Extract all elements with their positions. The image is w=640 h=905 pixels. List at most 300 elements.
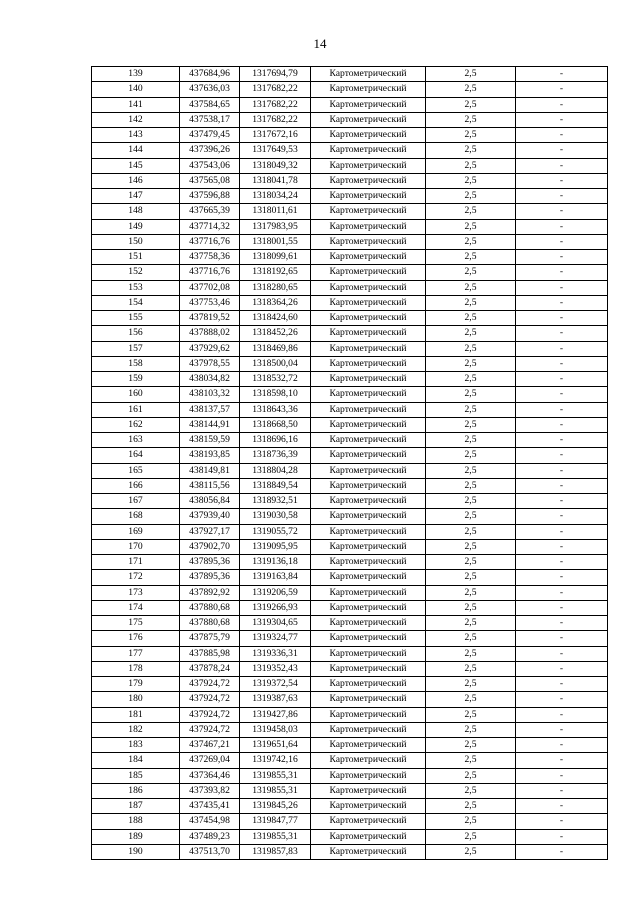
table-row	[92, 677, 608, 692]
accuracy-cell: 2,5	[426, 173, 516, 188]
accuracy-cell: 2,5	[426, 204, 516, 219]
x-coordinate-cell: 437892,92	[180, 585, 240, 600]
note-cell: -	[516, 509, 608, 524]
method-cell: Картометрический	[311, 204, 426, 219]
table-row	[92, 417, 608, 432]
table-row	[92, 387, 608, 402]
method-cell: Картометрический	[311, 97, 426, 112]
method-cell: Картометрический	[311, 356, 426, 371]
x-coordinate-cell: 438144,91	[180, 417, 240, 432]
method-cell: Картометрический	[311, 616, 426, 631]
x-coordinate-cell: 437939,40	[180, 509, 240, 524]
y-coordinate-cell: 1318598,10	[240, 387, 311, 402]
point-number-cell: 146	[92, 173, 180, 188]
point-number-cell: 178	[92, 661, 180, 676]
x-coordinate-cell: 437364,46	[180, 768, 240, 783]
point-number-cell: 152	[92, 265, 180, 280]
y-coordinate-cell: 1319304,65	[240, 616, 311, 631]
accuracy-cell: 2,5	[426, 433, 516, 448]
y-coordinate-cell: 1319651,64	[240, 738, 311, 753]
x-coordinate-cell: 437513,70	[180, 844, 240, 859]
x-coordinate-cell: 437716,76	[180, 265, 240, 280]
note-cell: -	[516, 97, 608, 112]
method-cell: Картометрический	[311, 539, 426, 554]
method-cell: Картометрический	[311, 478, 426, 493]
y-coordinate-cell: 1319136,18	[240, 555, 311, 570]
accuracy-cell: 2,5	[426, 570, 516, 585]
x-coordinate-cell: 438103,32	[180, 387, 240, 402]
method-cell: Картометрический	[311, 82, 426, 97]
table-row	[92, 67, 608, 82]
point-number-cell: 145	[92, 158, 180, 173]
y-coordinate-cell: 1317682,22	[240, 112, 311, 127]
method-cell: Картометрический	[311, 143, 426, 158]
point-number-cell: 149	[92, 219, 180, 234]
y-coordinate-cell: 1319372,54	[240, 677, 311, 692]
note-cell: -	[516, 814, 608, 829]
note-cell: -	[516, 570, 608, 585]
method-cell: Картометрический	[311, 402, 426, 417]
accuracy-cell: 2,5	[426, 616, 516, 631]
x-coordinate-cell: 437875,79	[180, 631, 240, 646]
method-cell: Картометрический	[311, 738, 426, 753]
table-row	[92, 631, 608, 646]
x-coordinate-cell: 437753,46	[180, 295, 240, 310]
x-coordinate-cell: 437714,32	[180, 219, 240, 234]
note-cell: -	[516, 250, 608, 265]
y-coordinate-cell: 1317649,53	[240, 143, 311, 158]
point-number-cell: 154	[92, 295, 180, 310]
point-number-cell: 142	[92, 112, 180, 127]
note-cell: -	[516, 82, 608, 97]
method-cell: Картометрический	[311, 463, 426, 478]
method-cell: Картометрический	[311, 372, 426, 387]
y-coordinate-cell: 1319857,83	[240, 844, 311, 859]
note-cell: -	[516, 600, 608, 615]
note-cell: -	[516, 158, 608, 173]
x-coordinate-cell: 437665,39	[180, 204, 240, 219]
method-cell: Картометрический	[311, 646, 426, 661]
x-coordinate-cell: 437888,02	[180, 326, 240, 341]
table-row	[92, 539, 608, 554]
table-row	[92, 738, 608, 753]
y-coordinate-cell: 1318643,36	[240, 402, 311, 417]
point-number-cell: 148	[92, 204, 180, 219]
y-coordinate-cell: 1318424,60	[240, 311, 311, 326]
method-cell: Картометрический	[311, 250, 426, 265]
table-row	[92, 707, 608, 722]
x-coordinate-cell: 438056,84	[180, 494, 240, 509]
x-coordinate-cell: 437479,45	[180, 128, 240, 143]
point-number-cell: 151	[92, 250, 180, 265]
accuracy-cell: 2,5	[426, 509, 516, 524]
y-coordinate-cell: 1319855,31	[240, 783, 311, 798]
method-cell: Картометрический	[311, 326, 426, 341]
point-number-cell: 190	[92, 844, 180, 859]
point-number-cell: 171	[92, 555, 180, 570]
x-coordinate-cell: 437454,98	[180, 814, 240, 829]
y-coordinate-cell: 1319847,77	[240, 814, 311, 829]
y-coordinate-cell: 1319742,16	[240, 753, 311, 768]
x-coordinate-cell: 438159,59	[180, 433, 240, 448]
y-coordinate-cell: 1319458,03	[240, 722, 311, 737]
method-cell: Картометрический	[311, 494, 426, 509]
y-coordinate-cell: 1319427,86	[240, 707, 311, 722]
accuracy-cell: 2,5	[426, 631, 516, 646]
table-row	[92, 829, 608, 844]
y-coordinate-cell: 1318192,65	[240, 265, 311, 280]
note-cell: -	[516, 616, 608, 631]
x-coordinate-cell: 437895,36	[180, 570, 240, 585]
method-cell: Картометрический	[311, 112, 426, 127]
y-coordinate-cell: 1318099,61	[240, 250, 311, 265]
table-row	[92, 82, 608, 97]
method-cell: Картометрический	[311, 524, 426, 539]
point-number-cell: 159	[92, 372, 180, 387]
accuracy-cell: 2,5	[426, 219, 516, 234]
accuracy-cell: 2,5	[426, 448, 516, 463]
method-cell: Картометрический	[311, 280, 426, 295]
point-number-cell: 185	[92, 768, 180, 783]
table-row	[92, 158, 608, 173]
table-row	[92, 722, 608, 737]
accuracy-cell: 2,5	[426, 814, 516, 829]
method-cell: Картометрический	[311, 661, 426, 676]
note-cell: -	[516, 829, 608, 844]
y-coordinate-cell: 1319387,63	[240, 692, 311, 707]
y-coordinate-cell: 1318469,86	[240, 341, 311, 356]
note-cell: -	[516, 143, 608, 158]
y-coordinate-cell: 1317983,95	[240, 219, 311, 234]
note-cell: -	[516, 799, 608, 814]
method-cell: Картометрический	[311, 189, 426, 204]
method-cell: Картометрический	[311, 128, 426, 143]
method-cell: Картометрический	[311, 707, 426, 722]
table-row	[92, 372, 608, 387]
y-coordinate-cell: 1319055,72	[240, 524, 311, 539]
method-cell: Картометрический	[311, 173, 426, 188]
accuracy-cell: 2,5	[426, 387, 516, 402]
table-row	[92, 494, 608, 509]
x-coordinate-cell: 437758,36	[180, 250, 240, 265]
note-cell: -	[516, 433, 608, 448]
y-coordinate-cell: 1317694,79	[240, 67, 311, 82]
note-cell: -	[516, 128, 608, 143]
table-row	[92, 234, 608, 249]
method-cell: Картометрический	[311, 799, 426, 814]
point-number-cell: 160	[92, 387, 180, 402]
x-coordinate-cell: 438149,81	[180, 463, 240, 478]
accuracy-cell: 2,5	[426, 783, 516, 798]
x-coordinate-cell: 437396,26	[180, 143, 240, 158]
note-cell: -	[516, 478, 608, 493]
method-cell: Картометрический	[311, 600, 426, 615]
note-cell: -	[516, 707, 608, 722]
accuracy-cell: 2,5	[426, 67, 516, 82]
table-row	[92, 356, 608, 371]
accuracy-cell: 2,5	[426, 250, 516, 265]
table-row	[92, 219, 608, 234]
note-cell: -	[516, 67, 608, 82]
table-row	[92, 616, 608, 631]
point-number-cell: 176	[92, 631, 180, 646]
point-number-cell: 150	[92, 234, 180, 249]
note-cell: -	[516, 692, 608, 707]
accuracy-cell: 2,5	[426, 234, 516, 249]
method-cell: Картометрический	[311, 158, 426, 173]
method-cell: Картометрический	[311, 448, 426, 463]
x-coordinate-cell: 437885,98	[180, 646, 240, 661]
accuracy-cell: 2,5	[426, 555, 516, 570]
y-coordinate-cell: 1319266,93	[240, 600, 311, 615]
table-row	[92, 97, 608, 112]
method-cell: Картометрический	[311, 570, 426, 585]
method-cell: Картометрический	[311, 753, 426, 768]
table-row	[92, 646, 608, 661]
note-cell: -	[516, 524, 608, 539]
table-row	[92, 768, 608, 783]
y-coordinate-cell: 1318696,16	[240, 433, 311, 448]
method-cell: Картометрический	[311, 585, 426, 600]
note-cell: -	[516, 844, 608, 859]
x-coordinate-cell: 437565,08	[180, 173, 240, 188]
accuracy-cell: 2,5	[426, 280, 516, 295]
x-coordinate-cell: 437489,23	[180, 829, 240, 844]
y-coordinate-cell: 1318280,65	[240, 280, 311, 295]
point-number-cell: 179	[92, 677, 180, 692]
x-coordinate-cell: 437393,82	[180, 783, 240, 798]
point-number-cell: 153	[92, 280, 180, 295]
accuracy-cell: 2,5	[426, 265, 516, 280]
accuracy-cell: 2,5	[426, 753, 516, 768]
method-cell: Картометрический	[311, 692, 426, 707]
table-row	[92, 280, 608, 295]
x-coordinate-cell: 437584,65	[180, 97, 240, 112]
point-number-cell: 165	[92, 463, 180, 478]
accuracy-cell: 2,5	[426, 463, 516, 478]
point-number-cell: 188	[92, 814, 180, 829]
y-coordinate-cell: 1318932,51	[240, 494, 311, 509]
note-cell: -	[516, 341, 608, 356]
accuracy-cell: 2,5	[426, 661, 516, 676]
point-number-cell: 139	[92, 67, 180, 82]
table-row	[92, 555, 608, 570]
method-cell: Картометрический	[311, 631, 426, 646]
note-cell: -	[516, 783, 608, 798]
y-coordinate-cell: 1318049,32	[240, 158, 311, 173]
y-coordinate-cell: 1318001,55	[240, 234, 311, 249]
note-cell: -	[516, 372, 608, 387]
x-coordinate-cell: 437467,21	[180, 738, 240, 753]
accuracy-cell: 2,5	[426, 692, 516, 707]
note-cell: -	[516, 112, 608, 127]
x-coordinate-cell: 437819,52	[180, 311, 240, 326]
y-coordinate-cell: 1317682,22	[240, 82, 311, 97]
table-row	[92, 600, 608, 615]
method-cell: Картометрический	[311, 814, 426, 829]
x-coordinate-cell: 437684,96	[180, 67, 240, 82]
method-cell: Картометрический	[311, 417, 426, 432]
note-cell: -	[516, 463, 608, 478]
point-number-cell: 158	[92, 356, 180, 371]
point-number-cell: 172	[92, 570, 180, 585]
note-cell: -	[516, 753, 608, 768]
y-coordinate-cell: 1318736,39	[240, 448, 311, 463]
y-coordinate-cell: 1319206,59	[240, 585, 311, 600]
note-cell: -	[516, 173, 608, 188]
method-cell: Картометрический	[311, 768, 426, 783]
method-cell: Картометрический	[311, 219, 426, 234]
accuracy-cell: 2,5	[426, 600, 516, 615]
table-row	[92, 112, 608, 127]
x-coordinate-cell: 437543,06	[180, 158, 240, 173]
x-coordinate-cell: 437924,72	[180, 707, 240, 722]
note-cell: -	[516, 280, 608, 295]
table-row	[92, 814, 608, 829]
accuracy-cell: 2,5	[426, 494, 516, 509]
method-cell: Картометрический	[311, 234, 426, 249]
accuracy-cell: 2,5	[426, 189, 516, 204]
x-coordinate-cell: 437895,36	[180, 555, 240, 570]
y-coordinate-cell: 1318849,54	[240, 478, 311, 493]
point-number-cell: 177	[92, 646, 180, 661]
note-cell: -	[516, 494, 608, 509]
y-coordinate-cell: 1319855,31	[240, 768, 311, 783]
table-row	[92, 204, 608, 219]
y-coordinate-cell: 1318500,04	[240, 356, 311, 371]
point-number-cell: 168	[92, 509, 180, 524]
y-coordinate-cell: 1319336,31	[240, 646, 311, 661]
x-coordinate-cell: 437902,70	[180, 539, 240, 554]
accuracy-cell: 2,5	[426, 799, 516, 814]
accuracy-cell: 2,5	[426, 677, 516, 692]
table-row	[92, 326, 608, 341]
table-row	[92, 463, 608, 478]
note-cell: -	[516, 265, 608, 280]
table-row	[92, 143, 608, 158]
accuracy-cell: 2,5	[426, 585, 516, 600]
method-cell: Картометрический	[311, 67, 426, 82]
accuracy-cell: 2,5	[426, 539, 516, 554]
accuracy-cell: 2,5	[426, 326, 516, 341]
note-cell: -	[516, 585, 608, 600]
accuracy-cell: 2,5	[426, 158, 516, 173]
x-coordinate-cell: 437538,17	[180, 112, 240, 127]
accuracy-cell: 2,5	[426, 738, 516, 753]
accuracy-cell: 2,5	[426, 143, 516, 158]
note-cell: -	[516, 555, 608, 570]
table-row	[92, 570, 608, 585]
method-cell: Картометрический	[311, 387, 426, 402]
accuracy-cell: 2,5	[426, 82, 516, 97]
note-cell: -	[516, 356, 608, 371]
accuracy-cell: 2,5	[426, 844, 516, 859]
y-coordinate-cell: 1319095,95	[240, 539, 311, 554]
point-number-cell: 180	[92, 692, 180, 707]
x-coordinate-cell: 437878,24	[180, 661, 240, 676]
point-number-cell: 186	[92, 783, 180, 798]
table-row	[92, 189, 608, 204]
x-coordinate-cell: 437924,72	[180, 722, 240, 737]
note-cell: -	[516, 204, 608, 219]
point-number-cell: 157	[92, 341, 180, 356]
point-number-cell: 174	[92, 600, 180, 615]
y-coordinate-cell: 1319030,58	[240, 509, 311, 524]
note-cell: -	[516, 387, 608, 402]
accuracy-cell: 2,5	[426, 112, 516, 127]
x-coordinate-cell: 437636,03	[180, 82, 240, 97]
x-coordinate-cell: 437596,88	[180, 189, 240, 204]
x-coordinate-cell: 437927,17	[180, 524, 240, 539]
table-row	[92, 524, 608, 539]
point-number-cell: 144	[92, 143, 180, 158]
coordinates-table-body	[92, 67, 608, 860]
accuracy-cell: 2,5	[426, 341, 516, 356]
method-cell: Картометрический	[311, 509, 426, 524]
point-number-cell: 155	[92, 311, 180, 326]
table-row	[92, 783, 608, 798]
x-coordinate-cell: 437978,55	[180, 356, 240, 371]
note-cell: -	[516, 768, 608, 783]
x-coordinate-cell: 438115,56	[180, 478, 240, 493]
point-number-cell: 189	[92, 829, 180, 844]
point-number-cell: 175	[92, 616, 180, 631]
x-coordinate-cell: 437924,72	[180, 677, 240, 692]
note-cell: -	[516, 402, 608, 417]
method-cell: Картометрический	[311, 829, 426, 844]
table-row	[92, 753, 608, 768]
table-row	[92, 402, 608, 417]
x-coordinate-cell: 438137,57	[180, 402, 240, 417]
point-number-cell: 170	[92, 539, 180, 554]
accuracy-cell: 2,5	[426, 646, 516, 661]
note-cell: -	[516, 448, 608, 463]
method-cell: Картометрический	[311, 722, 426, 737]
y-coordinate-cell: 1318041,78	[240, 173, 311, 188]
y-coordinate-cell: 1319845,26	[240, 799, 311, 814]
table-row	[92, 448, 608, 463]
point-number-cell: 187	[92, 799, 180, 814]
point-number-cell: 141	[92, 97, 180, 112]
method-cell: Картометрический	[311, 555, 426, 570]
y-coordinate-cell: 1318804,28	[240, 463, 311, 478]
y-coordinate-cell: 1319163,84	[240, 570, 311, 585]
point-number-cell: 163	[92, 433, 180, 448]
x-coordinate-cell: 437880,68	[180, 616, 240, 631]
method-cell: Картометрический	[311, 265, 426, 280]
y-coordinate-cell: 1318452,26	[240, 326, 311, 341]
accuracy-cell: 2,5	[426, 356, 516, 371]
table-row	[92, 128, 608, 143]
x-coordinate-cell: 438034,82	[180, 372, 240, 387]
x-coordinate-cell: 437435,41	[180, 799, 240, 814]
y-coordinate-cell: 1318532,72	[240, 372, 311, 387]
x-coordinate-cell: 437880,68	[180, 600, 240, 615]
point-number-cell: 162	[92, 417, 180, 432]
point-number-cell: 181	[92, 707, 180, 722]
y-coordinate-cell: 1318034,24	[240, 189, 311, 204]
method-cell: Картометрический	[311, 311, 426, 326]
x-coordinate-cell: 437929,62	[180, 341, 240, 356]
table-row	[92, 844, 608, 859]
note-cell: -	[516, 539, 608, 554]
point-number-cell: 173	[92, 585, 180, 600]
point-number-cell: 169	[92, 524, 180, 539]
table-row	[92, 661, 608, 676]
x-coordinate-cell: 438193,85	[180, 448, 240, 463]
point-number-cell: 147	[92, 189, 180, 204]
note-cell: -	[516, 417, 608, 432]
